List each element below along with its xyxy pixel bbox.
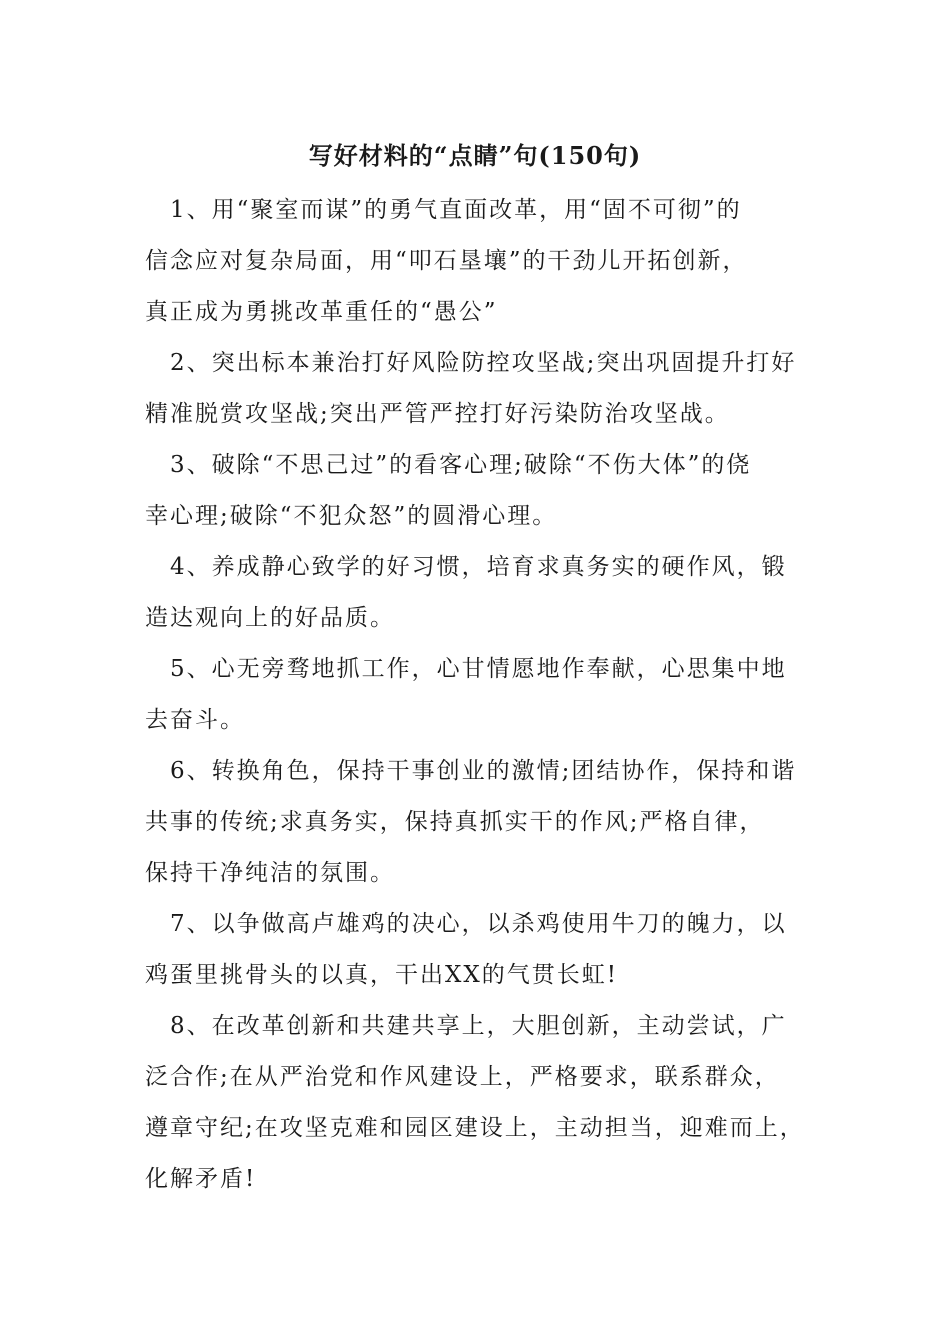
paragraph-6: 6、转换角色，保持干事创业的激情;团结协作，保持和谐 共事的传统;求真务实，保持真抓实干的作风;严格自律， 保持干净纯洁的氛围。: [145, 758, 797, 886]
paragraph-1: 1、用“聚室而谋”的勇气直面改革，用“固不可彻”的 信念应对复杂局面，用“叩石垦壤”的干劲儿开拓创新， 真正成为勇挑改革重任的“愚公”: [145, 197, 748, 325]
paragraph-2: 2、突出标本兼治打好风险防控攻坚战;突出巩固提升打好 精准脱赏攻坚战;突出严管严控打好污染防治攻坚战。: [145, 350, 797, 427]
paragraph-8: 8、在改革创新和共建共享上，大胆创新，主动尝试，广 泛合作;在从严治党和作风建设上，严格要求，联系群众， 遵章守纪;在攻坚克难和园区建设上，主动担当，迎难而上， 化解矛盾!: [145, 1013, 805, 1192]
document-body: [145, 185, 815, 1205]
paragraph-5: 5、心无旁骛地抓工作，心甘情愿地作奉献，心思集中地 去奋斗。: [145, 656, 787, 733]
paragraph-3: 3、破除“不思己过”的看客心理;破除“不伤大体”的侥 幸心理;破除“不犯众怒”的圆滑心理。: [145, 452, 752, 529]
paragraph-7: 7、以争做高卢雄鸡的决心，以杀鸡使用牛刀的魄力，以 鸡蛋里挑骨头的以真，干出XX的气贯长虹!: [145, 911, 787, 988]
paragraph-4: 4、养成静心致学的好习惯，培育求真务实的硬作风，锻 造达观向上的好品质。: [145, 554, 787, 631]
document-title: 写好材料的“点睛”句(150句): [308, 141, 642, 170]
